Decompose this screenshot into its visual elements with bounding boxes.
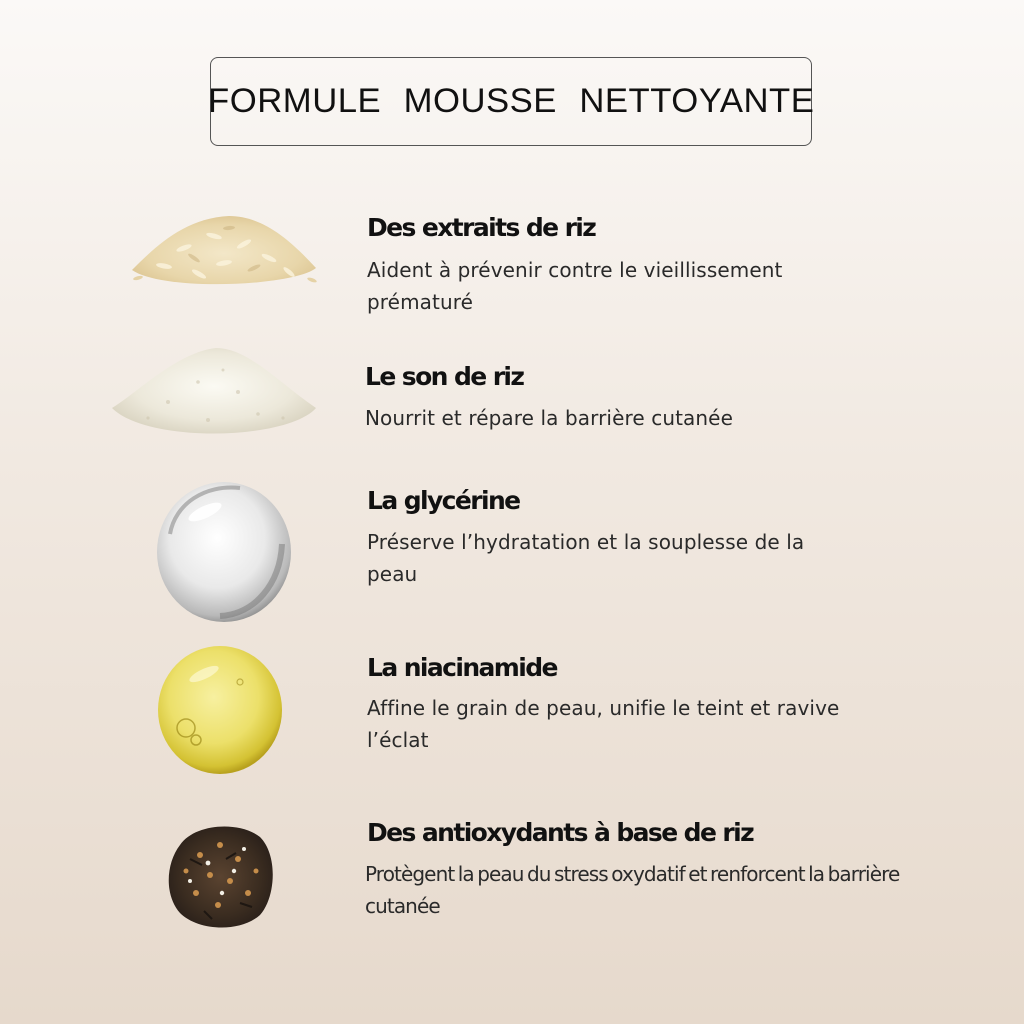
antioxidant-rice-tea-icon [160,815,280,939]
item-title-rice-extracts: Des extraits de riz [367,213,596,242]
item-title-niacinamide: La niacinamide [367,653,557,682]
rice-grains-icon [124,208,324,302]
item-title-antioxidants: Des antioxydants à base de riz [367,818,754,847]
item-desc-rice-extracts: Aident à prévenir contre le vieillissement prématuré [367,258,783,314]
item-desc-antioxidants: Protègent la peau du stress oxydatif et renforcent la barrière cutanée [365,862,900,918]
page-title: FORMULE MOUSSE NETTOYANTE [207,82,815,120]
item-title-rice-bran: Le son de riz [365,362,524,391]
item-desc-rice-bran: Nourrit et répare la barrière cutanée [365,406,733,430]
title-box [207,57,815,146]
item-desc-niacinamide: Affine le grain de peau, unifie le teint et ravive l’éclat [367,696,840,752]
item-desc-glycerin: Préserve l’hydratation et la souplesse de la peau [367,530,805,586]
rice-bran-powder-icon [108,342,320,454]
glycerin-drop-icon [150,474,295,628]
item-title-glycerin: La glycérine [367,486,520,515]
niacinamide-drop-icon [154,646,286,782]
